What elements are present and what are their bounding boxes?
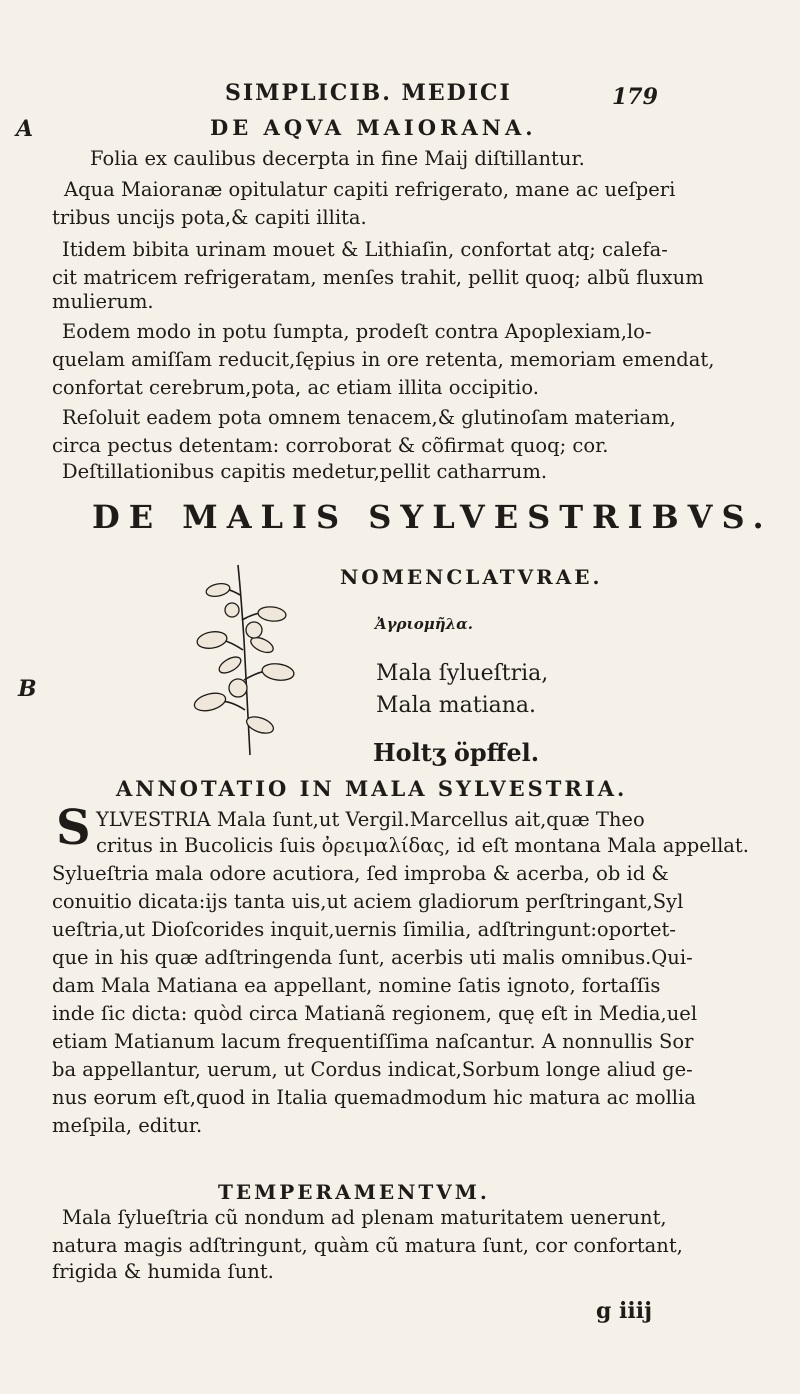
section-title-temperamentum: TEMPERAMENTVM. [218, 1180, 490, 1204]
section-title-malis: DE MALIS SYLVESTRIBVS. [92, 498, 773, 536]
text-line: etiam Matianum lacum frequentiſſima naſcantur. A nonnullis Sor [52, 1030, 694, 1053]
text-line: tribus uncijs pota,& capiti illita. [52, 206, 367, 229]
text-line: critus in Bucolicis ſuis ὀρειμαλίδας, id eſt montana Mala appellat. [96, 834, 749, 857]
text-line: circa pectus detentam: corroborat & cõfirmat quoq; cor. [52, 434, 609, 457]
nomenclature-heading: NOMENCLATVRAE. [340, 565, 603, 589]
apple-branch-illustration [170, 560, 320, 760]
text-line: Reſoluit eadem pota omnem tenacem,& glutinoſam materiam, [62, 406, 676, 429]
text-line: frigida & humida ſunt. [52, 1260, 274, 1283]
section-title-aqua: DE AQVA MAIORANA. [210, 115, 537, 140]
text-line: Eodem modo in potu ſumpta, prodeſt contra Apoplexiam,lo- [62, 320, 652, 343]
text-line: Folia ex caulibus decerpta in fine Maij diſtillantur. [90, 147, 585, 170]
text-line: conuitio dicata:ijs tanta uis,ut aciem gladiorum perſtringant,Syl [52, 890, 684, 913]
text-line: ba appellantur, uerum, ut Cordus indicat,Sorbum longe aliud ge- [52, 1058, 693, 1081]
text-line: cit matricem refrigeratam, menſes trahit, pellit quoq; albũ fluxum [52, 266, 704, 289]
text-line: que in his quæ adſtringenda ſunt, acerbis uti malis omnibus.Qui- [52, 946, 693, 969]
text-line: meſpila, editur. [52, 1114, 203, 1137]
latin-name: Mala ſylueſtria, [376, 661, 549, 686]
greek-name: Ἀγριομῆλα. [375, 615, 473, 633]
text-line: nus eorum eſt,quod in Italia quemadmodum hic matura ac mollia [52, 1086, 696, 1109]
margin-letter-b: B [18, 676, 37, 702]
latin-name: Mala matiana. [376, 693, 537, 718]
margin-letter-a: A [16, 116, 34, 142]
section-title-annotatio: ANNOTATIO IN MALA SYLVESTRIA. [116, 776, 628, 801]
running-head: SIMPLICIB. MEDICI [225, 80, 512, 106]
text-line: Itidem bibita urinam mouet & Lithiaſin, confortat atq; calefa- [62, 238, 668, 261]
text-line: inde ſic dicta: quòd circa Matianã regionem, quę eſt in Media,uel [52, 1002, 698, 1025]
text-line: confortat cerebrum,pota, ac etiam illita occipitio. [52, 376, 539, 399]
text-line: Mala ſylueſtria cũ nondum ad plenam maturitatem uenerunt, [62, 1206, 667, 1229]
signature-mark: g iiij [596, 1298, 653, 1324]
text-line: natura magis adſtringunt, quàm cũ matura ſunt, cor confortant, [52, 1234, 683, 1257]
text-line: Aqua Maioranæ opitulatur capiti refrigerato, mane ac ueſperi [64, 178, 676, 201]
german-name: Holtʒ öpffel. [373, 738, 540, 767]
text-line: dam Mala Matiana ea appellant, nomine ſatis ignoto, fortaſſis [52, 974, 661, 997]
text-line: YLVESTRIA Mala ſunt,ut Vergil.Marcellus ait,quæ Theo [96, 808, 645, 831]
page-number: 179 [612, 84, 658, 110]
text-line: mulierum. [52, 290, 154, 313]
text-line: ueſtria,ut Dioſcorides inquit,uernis ſimilia, adſtringunt:oportet- [52, 918, 676, 941]
text-line: quelam amiſſam reducit,ſępius in ore retenta, memoriam emendat, [52, 348, 715, 371]
drop-cap: S [56, 800, 91, 856]
text-line: Deſtillationibus capitis medetur,pellit catharrum. [62, 460, 548, 483]
text-line: Sylueſtria mala odore acutiora, ſed improba & acerba, ob id & [52, 862, 669, 885]
